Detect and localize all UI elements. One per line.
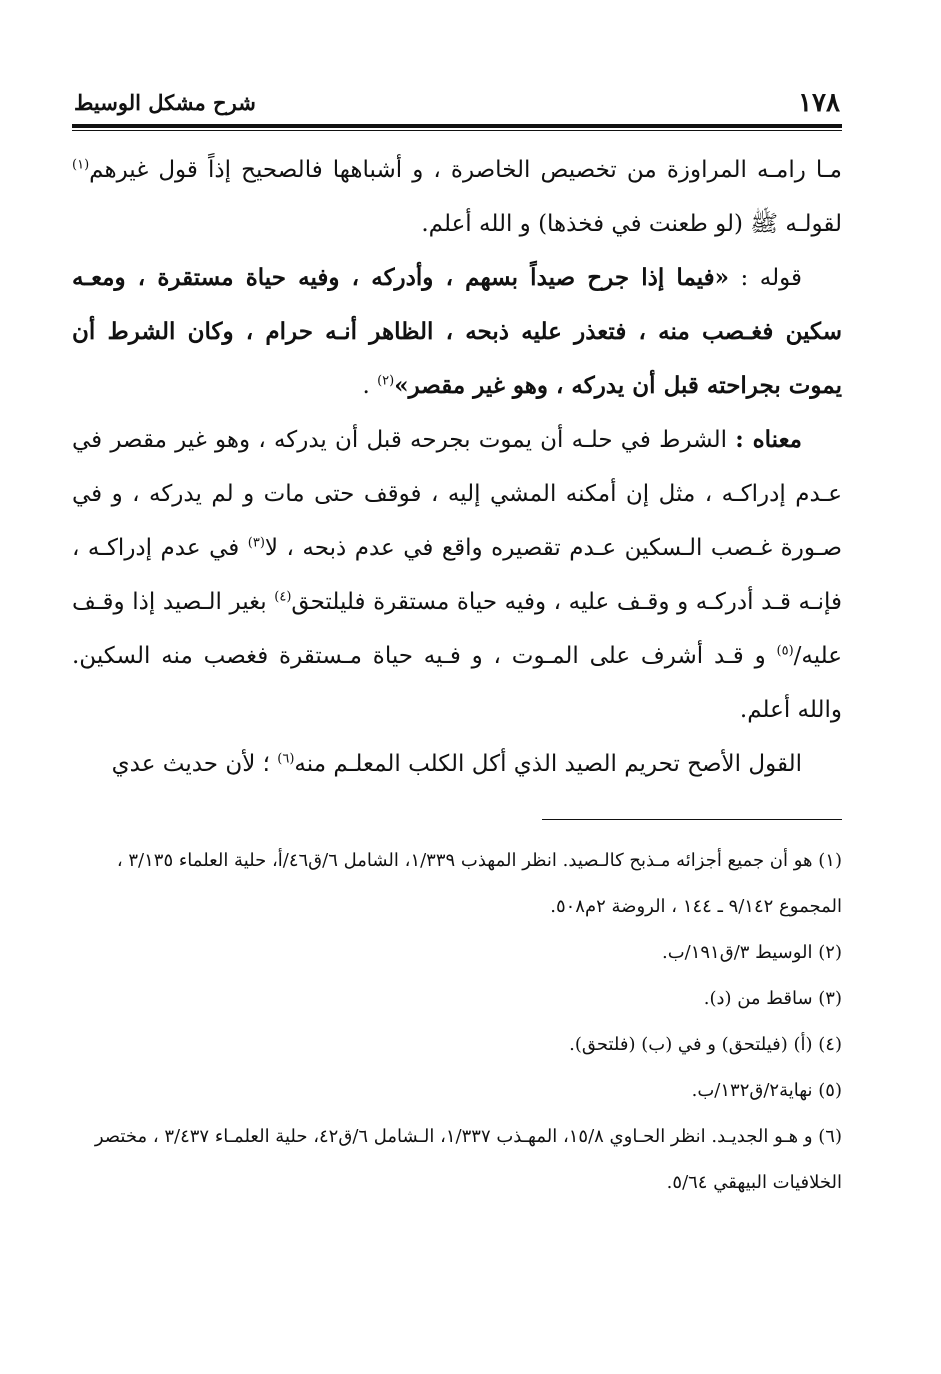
page-number: ١٧٨ bbox=[798, 88, 840, 118]
paragraph-4-text: القول الأصح تحريم الصيد الذي أكل الكلب المعلـم منه bbox=[294, 751, 802, 777]
paragraph-2-intro: قوله : bbox=[729, 265, 802, 291]
paragraph-3-text-d: و قـد أشرف على المـوت ، و فـيه حياة مـستقرة فغصب منه السكين. والله أعلم. bbox=[72, 643, 842, 723]
paragraph-4-end: ؛ لأن حديث عدي bbox=[111, 751, 278, 777]
footnote-ref-4: (٤) bbox=[274, 589, 292, 605]
body-text bbox=[72, 143, 842, 791]
footnote-ref-3: (٣) bbox=[247, 535, 265, 551]
paragraph-3-lead: معناه : bbox=[735, 426, 803, 453]
footnote-3: (٣) ساقط من (د). bbox=[703, 988, 842, 1009]
paragraph-2-end: . bbox=[362, 373, 378, 399]
footnote-ref-2: (٢) bbox=[377, 373, 395, 389]
paragraph-2-quote: «فيما إذا جرح صيداً بسهم ، وأدركه ، وفيه حياة مستقرة ، ومعـه سكين فغـصب منه ، فتعذر عليه ذبحه ، الظاهر أنـه حرام ، وكان الشرط أن يموت بجراحته قبل أن يدركه ، وهو غير مقصر» bbox=[72, 264, 842, 399]
footnote-2: (٢) الوسيط ٣/ق١٩١/ب. bbox=[661, 942, 842, 963]
footnote-5: (٥) نهاية٢/ق١٣٢/ب. bbox=[691, 1080, 842, 1101]
header-rule-thick bbox=[72, 124, 842, 128]
footnote-4: (٤) (أ) (فيلتحق) و في (ب) (فلتحق). bbox=[569, 1034, 842, 1055]
paragraph-3-text-b: في عدم إدراكـه ، فإنـه قـد أدركـه و وقـف عليه ، وفيه حياة مستقرة فليلتحق bbox=[72, 535, 843, 615]
paragraph-2 bbox=[72, 251, 842, 413]
footnote-6: (٦) و هـو الجديـد. انظر الحـاوي ١٥/٨، المهـذب ١/٣٣٧، الـشامل ٦/ق٤٢، حلية العلمـاء ٣/٤٣٧ ، مختصر الخلافيات البيهقي ٥/٦٤. bbox=[94, 1126, 842, 1193]
header-rule-thin bbox=[72, 130, 842, 131]
page-header bbox=[72, 86, 842, 120]
paragraph-1-text: مـا رامـه المراوزة من تخصيص الخاصرة ، و أشباهها فالصحيح إذاً قول غيرهم bbox=[89, 157, 842, 183]
footnote-ref-1: (١) bbox=[72, 157, 90, 173]
document-page bbox=[72, 86, 842, 1206]
footnotes bbox=[72, 838, 842, 1206]
footnote-ref-6: (٦) bbox=[277, 751, 295, 767]
paragraph-3 bbox=[72, 413, 842, 737]
paragraph-3-text-c: بغير الـصيد إذا وقـف عليه/ bbox=[72, 589, 842, 669]
footnote-separator bbox=[542, 819, 842, 820]
footnote-ref-5: (٥) bbox=[776, 643, 794, 659]
paragraph-1 bbox=[72, 143, 842, 251]
footnote-1: (١) هو أن جميع أجزائه مـذبح كالـصيد. انظر المهذب ١/٣٣٩، الشامل ٦/ق٤٦/أ، حلية العلماء ٣/١٣٥ ، المجموع ٩/١٤٢ ـ ١٤٤ ، الروضة ٢م٥٠٨. bbox=[116, 850, 842, 917]
paragraph-4 bbox=[72, 737, 842, 791]
paragraph-1-text-cont: لقولـه ﷺ (لو طعنت في فخذها) و الله أعلم. bbox=[421, 211, 842, 237]
paragraph-3-text-a: الشرط في حلـه أن يموت بجرحه قبل أن يدركه ، وهو غير مقصر في عـدم إدراكـه ، مثل إن أمكنه المشي إليه ، فوقف حتى مات و لم يدركه ، و في صـورة غـصب الـسكين عـدم تقصيره واقع في عدم ذبحه ، لا bbox=[72, 427, 842, 561]
running-title: شرح مشكل الوسيط bbox=[74, 90, 256, 115]
